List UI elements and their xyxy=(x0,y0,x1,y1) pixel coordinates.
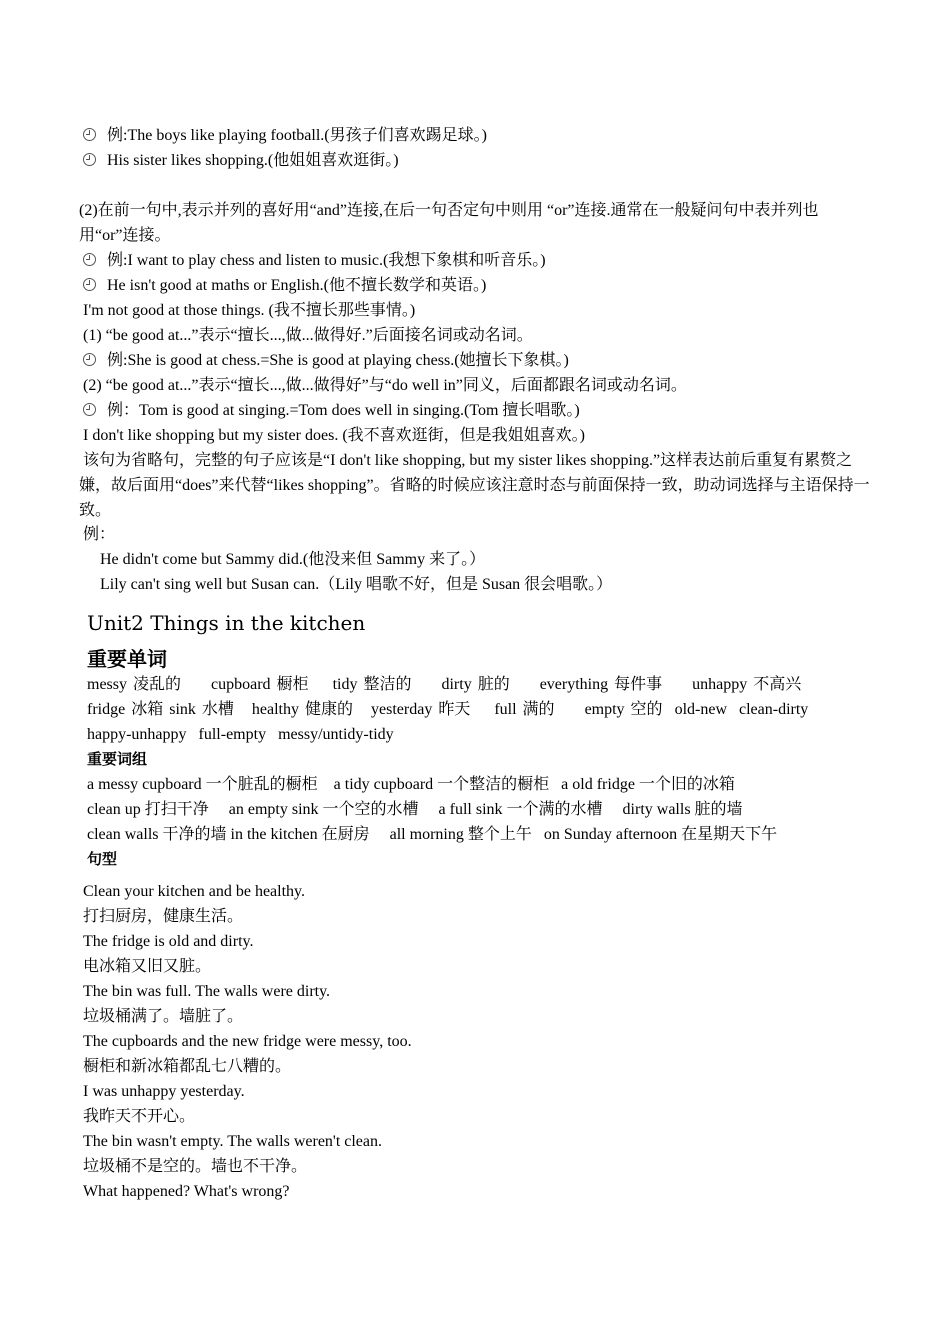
phrase-item: a old fridge 一个旧的冰箱 xyxy=(561,776,735,793)
phrase-item: a messy cupboard 一个脏乱的橱柜 xyxy=(87,776,318,793)
sentence-line: I was unhappy yesterday. xyxy=(83,1083,245,1100)
sentence-line: 电冰箱又旧又脏。 xyxy=(83,958,212,975)
vocab-list xyxy=(87,672,865,747)
sentence-line: The bin wasn't empty. The walls weren't clean. xyxy=(83,1133,383,1150)
phrase-heading: 重要词组 xyxy=(87,750,148,768)
example-line: 例：Tom is good at singing.=Tom does well in singing.(Tom 擅长唱歌。) xyxy=(83,398,580,423)
vocab-item: yesterday 昨天 xyxy=(371,701,471,718)
sentence-line: 垃圾桶满了。墙脏了。 xyxy=(83,1008,244,1025)
vocab-item: sink 水槽 xyxy=(169,701,234,718)
example-line: His sister likes shopping.(他姐姐喜欢逛街。) xyxy=(83,148,399,173)
phrase-item: dirty walls 脏的墙 xyxy=(622,801,743,818)
example-line: He didn't come but Sammy did.(他没来但 Sammy 来了。） xyxy=(100,551,486,568)
example-label: 例： xyxy=(83,526,116,543)
vocab-item: full 满的 xyxy=(494,701,555,718)
sentence-line: 打扫厨房，健康生活。 xyxy=(83,908,244,925)
phrase-item: on Sunday afternoon 在星期天下午 xyxy=(543,826,778,843)
grammar-note: (1) “be good at...”表示“擅长...,做...做得好.”后面接名词或动名词。 xyxy=(83,327,533,344)
grammar-note: (2) “be good at...”表示“擅长...,做...做得好”与“do well in”同义，后面都跟名词或动名词。 xyxy=(83,377,687,394)
clock-icon xyxy=(83,253,96,266)
vocab-item: happy-unhappy xyxy=(87,726,187,743)
clock-icon xyxy=(83,353,96,366)
sentence-line: The fridge is old and dirty. xyxy=(83,933,254,950)
sentence-line: 垃圾桶不是空的。墙也不干净。 xyxy=(83,1158,308,1175)
example-line: Lily can't sing well but Susan can.（Lily 唱歌不好，但是 Susan 很会唱歌。） xyxy=(100,576,613,593)
phrase-item: in the kitchen 在厨房 xyxy=(230,826,370,843)
vocab-item: fridge 冰箱 xyxy=(87,701,164,718)
vocab-heading: 重要单词 xyxy=(87,647,167,671)
phrase-item: clean up 打扫干净 xyxy=(87,801,209,818)
sentence-line: I don't like shopping but my sister does. (我不喜欢逛街，但是我姐姐喜欢。) xyxy=(83,427,585,444)
clock-icon xyxy=(83,128,96,141)
example-line: He isn't good at maths or English.(他不擅长数学和英语。) xyxy=(83,273,486,298)
vocab-item: healthy 健康的 xyxy=(251,701,354,718)
sentence-line: 橱柜和新冰箱都乱七八糟的。 xyxy=(83,1058,292,1075)
phrase-list xyxy=(87,772,865,847)
vocab-item: tidy 整洁的 xyxy=(332,676,412,693)
sentence-line: 我昨天不开心。 xyxy=(83,1108,196,1125)
vocab-item: old-new xyxy=(674,701,727,718)
example-line: 例:She is good at chess.=She is good at playing chess.(她擅长下象棋。) xyxy=(83,348,569,373)
vocab-item: unhappy 不高兴 xyxy=(692,676,802,693)
phrase-item: a full sink 一个满的水槽 xyxy=(438,801,603,818)
phrase-item: a tidy cupboard 一个整洁的橱柜 xyxy=(333,776,550,793)
phrase-item: clean walls 干净的墙 xyxy=(87,826,227,843)
vocab-item: messy 凌乱的 xyxy=(87,676,182,693)
sentence-line: The bin was full. The walls were dirty. xyxy=(83,983,331,1000)
vocab-item: cupboard 橱柜 xyxy=(211,676,309,693)
example-line: 例:The boys like playing football.(男孩子们喜欢踢足球。) xyxy=(83,123,487,148)
vocab-item: full-empty xyxy=(198,726,267,743)
sentence-line: The cupboards and the new fridge were messy, too. xyxy=(83,1033,412,1050)
vocab-item: clean-dirty xyxy=(739,701,809,718)
phrase-item: an empty sink 一个空的水槽 xyxy=(228,801,419,818)
vocab-item: everything 每件事 xyxy=(539,676,663,693)
sentence-line: Clean your kitchen and be healthy. xyxy=(83,883,305,900)
sentence-line: I'm not good at those things. (我不擅长那些事情。) xyxy=(83,302,416,319)
sentence-heading: 句型 xyxy=(87,850,118,868)
explanation-paragraph: 该句为省略句，完整的句子应该是“I don't like shopping, but my sister likes shopping.”这样表达前后重复有累赘之嫌，故后面用“does”来代替“likes shopping”。省略的时候应该注意时态与前面保持一致，助动词选择与主语保持一致。 xyxy=(79,452,870,519)
vocab-item: empty 空的 xyxy=(584,701,663,718)
clock-icon xyxy=(83,403,96,416)
vocab-item: dirty 脏的 xyxy=(441,676,510,693)
clock-icon xyxy=(83,278,96,291)
phrase-item: all morning 整个上午 xyxy=(389,826,532,843)
sentence-line: What happened? What's wrong? xyxy=(83,1183,290,1200)
example-line: 例:I want to play chess and listen to music.(我想下象棋和听音乐。) xyxy=(83,248,546,273)
unit-title: Unit2 Things in the kitchen xyxy=(87,611,366,635)
clock-icon xyxy=(83,153,96,166)
vocab-item: messy/untidy-tidy xyxy=(278,726,394,743)
note-paragraph: (2)在前一句中,表示并列的喜好用“and”连接,在后一句否定句中则用 “or”连接.通常在一般疑问句中表并列也用“or”连接。 xyxy=(79,202,819,244)
